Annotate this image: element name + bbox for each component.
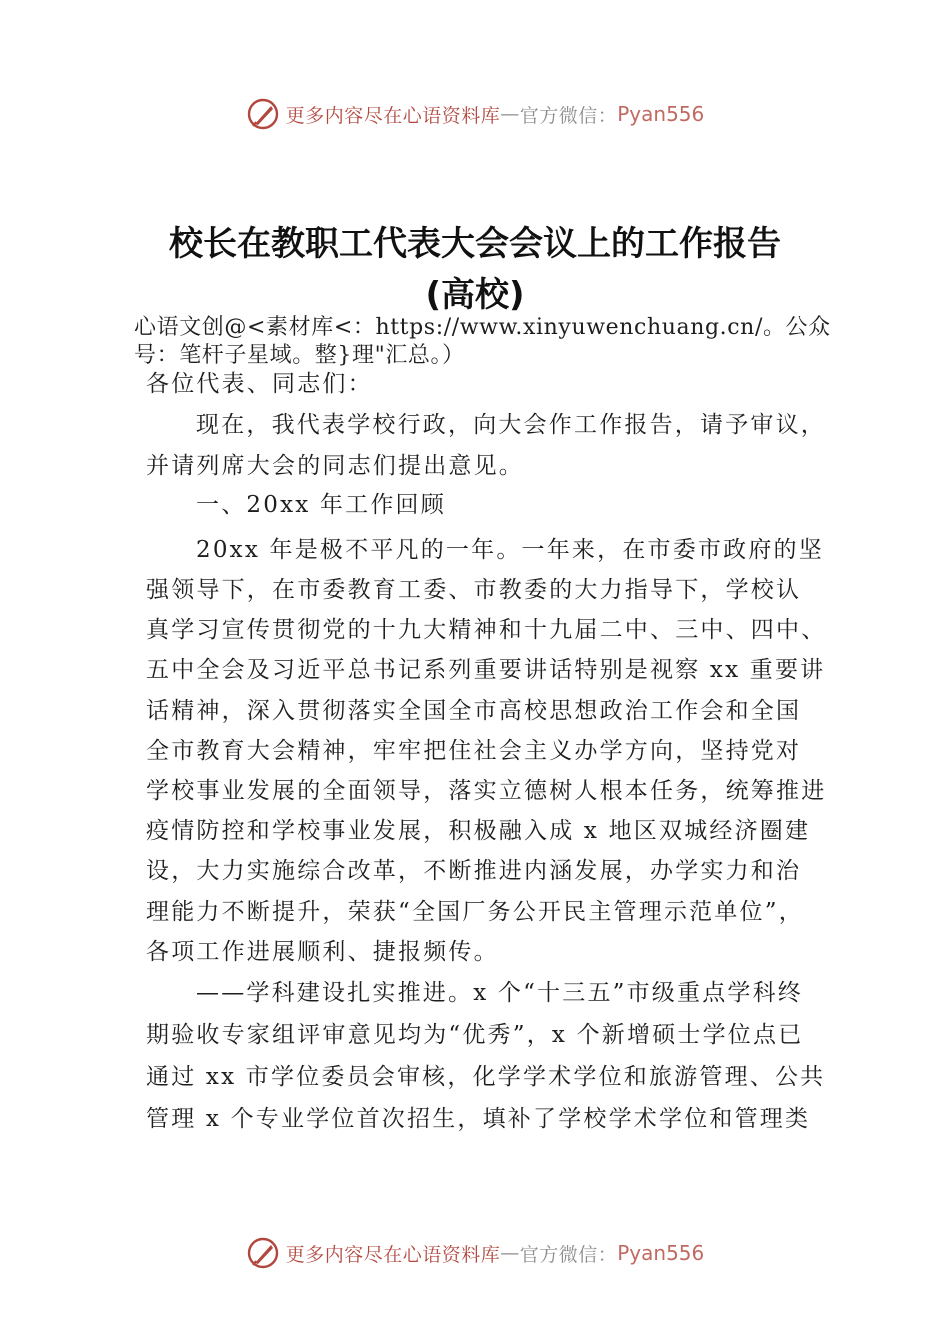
banner-dash: — [500, 1242, 520, 1264]
paragraph-line: ——学科建设扎实推进。x 个“十三五”市级重点学科终 [196, 980, 803, 1006]
paragraph-line: 话精神，深入贯彻落实全国全市高校思想政治工作会和全国 [146, 698, 802, 724]
paragraph-line: 全市教育大会精神，牢牢把住社会主义办学方向，坚持党对 [146, 738, 802, 764]
paragraph-line: 理能力不断提升，荣获“全国厂务公开民主管理示范单位”， [146, 899, 804, 925]
paragraph-line: 通过 xx 市学位委员会审核，化学学术学位和旅游管理、公共 [146, 1064, 826, 1090]
banner-wechat-label: 官方微信： [519, 104, 618, 127]
banner-text: 更多内容尽在心语资料库 [285, 1243, 501, 1266]
paragraph-line: 五中全会及习近平总书记系列重要讲话特别是视察 xx 重要讲 [146, 657, 826, 683]
paragraph-line: 疫情防控和学校事业发展，积极融入成 x 地区双城经济圈建 [146, 818, 811, 844]
document-title: 校长在教职工代表大会会议上的工作报告 [169, 224, 781, 264]
paragraph-line: 真学习宣传贯彻党的十九大精神和十九届二中、三中、四中、 [146, 617, 827, 643]
footer-banner [0, 1233, 950, 1273]
document-subtitle: (高校) [425, 275, 525, 315]
banner-account: Pyan556 [617, 102, 705, 126]
source-note-line-1: 心语文创@<素材库<：https://www.xinyuwenchuang.cn/。公众 [134, 315, 831, 340]
paragraph-line: 管理 x 个专业学位首次招生，填补了学校学术学位和管理类 [146, 1106, 811, 1132]
paragraph-line: 强领导下，在市委教育工委、市教委的大力指导下，学校认 [146, 577, 802, 603]
section-heading: 一、20xx 年工作回顾 [196, 492, 446, 518]
banner-dash: — [500, 103, 520, 125]
paragraph-line: 设，大力实施综合改革，不断推进内涵发展，办学实力和治 [146, 858, 802, 884]
paragraph-line: 20xx 年是极不平凡的一年。一年来，在市委市政府的坚 [196, 537, 824, 563]
quill-pen-icon [246, 1236, 280, 1270]
source-note-line-2: 号：笔杆子星域。整}理"汇总。） [134, 343, 465, 368]
quill-pen-icon [246, 97, 280, 131]
banner-wechat-label: 官方微信： [519, 1243, 618, 1266]
paragraph-line: 期验收专家组评审意见均为“优秀”，x 个新增硕士学位点已 [146, 1022, 804, 1048]
banner-text: 更多内容尽在心语资料库 [285, 104, 501, 127]
paragraph-line: 各项工作进展顺利、捷报频传。 [146, 939, 499, 965]
paragraph-line: 学校事业发展的全面领导，落实立德树人根本任务，统筹推进 [146, 778, 827, 804]
intro-line-1: 现在，我代表学校行政，向大会作工作报告，请予审议， [196, 412, 826, 438]
salutation: 各位代表、同志们： [146, 371, 373, 397]
banner-account: Pyan556 [617, 1241, 705, 1265]
intro-line-2: 并请列席大会的同志们提出意见。 [146, 453, 524, 479]
header-banner [0, 94, 950, 134]
